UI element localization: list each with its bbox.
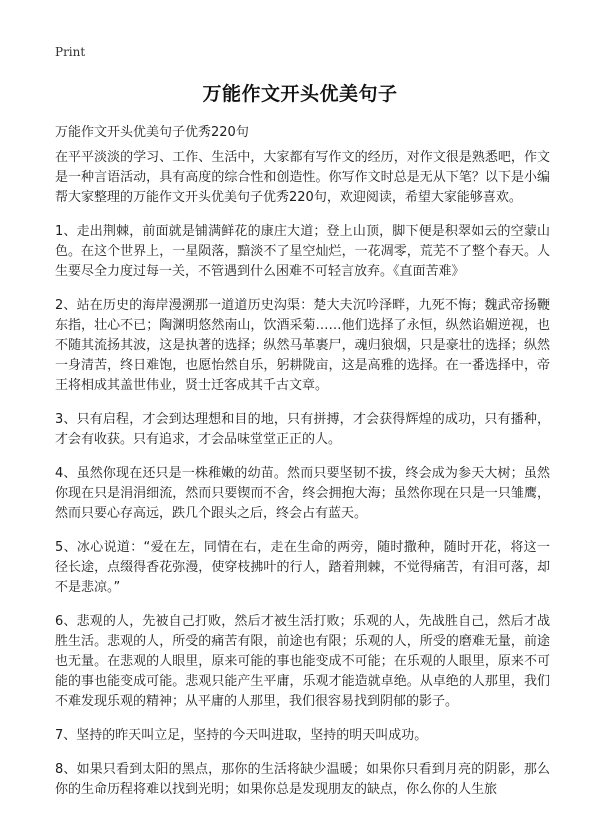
paragraph-1: 1、走出荆棘，前面就是铺满鲜花的康庄大道；登上山顶，脚下便是积翠如云的空蒙山色。在这个世界上，一星陨落，黯淡不了星空灿烂，一花凋零，荒芜不了整个春天。人生要尽全力度过每一关，不管遇到什么困难不可轻言放弃。《直面苦难》: [55, 224, 550, 279]
paragraph-8: 8、如果只看到太阳的黑点，那你的生活将缺少温暖；如果你只看到月亮的阴影，那么你的生命历程将难以找到光明；如果你总是发现朋友的缺点，你么你的人生旅: [55, 762, 550, 797]
paragraph-3: 3、只有启程，才会到达理想和目的地，只有拼搏，才会获得辉煌的成功，只有播种，才会有收获。只有追求，才会品味堂堂正正的人。: [55, 412, 550, 447]
print-link[interactable]: Print: [55, 45, 86, 59]
paragraph-5: 5、冰心说道：“爱在左，同情在右，走在生命的两旁，随时撒种，随时开花，将这一径长途，点缀得香花弥漫，使穿枝拂叶的行人，踏着荆棘，不觉得痛苦，有泪可落，却不是悲凉。”: [55, 540, 550, 595]
paragraph-7: 7、坚持的昨天叫立足，坚持的今天叫进取，坚持的明天叫成功。: [55, 728, 428, 743]
article-subtitle: 万能作文开头优美句子优秀220句: [55, 125, 249, 140]
article-body: [55, 148, 550, 814]
page-title: 万能作文开头优美句子: [202, 83, 398, 105]
paragraph-2: 2、站在历史的海岸漫溯那一道道历史沟渠：楚大夫沉吟泽畔，九死不悔；魏武帝扬鞭东指，壮心不已；陶渊明悠然南山，饮酒采菊……他们选择了永恒，纵然谄媚逆视，也不随其流扬其波，这是执著的选择；纵然马革裹尸，魂归狼烟，只是豪壮的选择；纵然一身清苦，终日难饱，也愿怡然自乐，躬耕陇亩，这是高雅的选择。在一番选择中，帝王将相成其盖世伟业，贤士迁客成其千古文章。: [55, 298, 550, 393]
intro-paragraph: 在平平淡淡的学习、工作、生活中，大家都有写作文的经历，对作文很是熟悉吧，作文是一种言语活动，具有高度的综合性和创造性。你写作文时总是无从下笔？以下是小编帮大家整理的万能作文开头优美句子优秀220句，欢迎阅读，希望大家能够喜欢。: [55, 150, 550, 205]
paragraph-4: 4、虽然你现在还只是一株稚嫩的幼苗。然而只要坚韧不拔，终会成为参天大树；虽然你现在只是涓涓细流，然而只要锲而不舍，终会拥抱大海；虽然你现在只是一只雏鹰，然而只要心存高远，跌几个跟头之后，终会占有蓝天。: [55, 466, 550, 521]
paragraph-6: 6、悲观的人，先被自己打败，然后才被生活打败；乐观的人，先战胜自己，然后才战胜生活。悲观的人，所受的痛苦有限，前途也有限；乐观的人，所受的磨难无量，前途也无量。在悲观的人眼里，原来可能的事也能变成不可能；在乐观的人眼里，原来不可能的事也能变成可能。悲观只能产生平庸，乐观才能造就卓绝。从卓绝的人那里，我们不难发现乐观的精神；从平庸的人那里，我们很容易找到阴郁的影子。: [55, 614, 550, 709]
